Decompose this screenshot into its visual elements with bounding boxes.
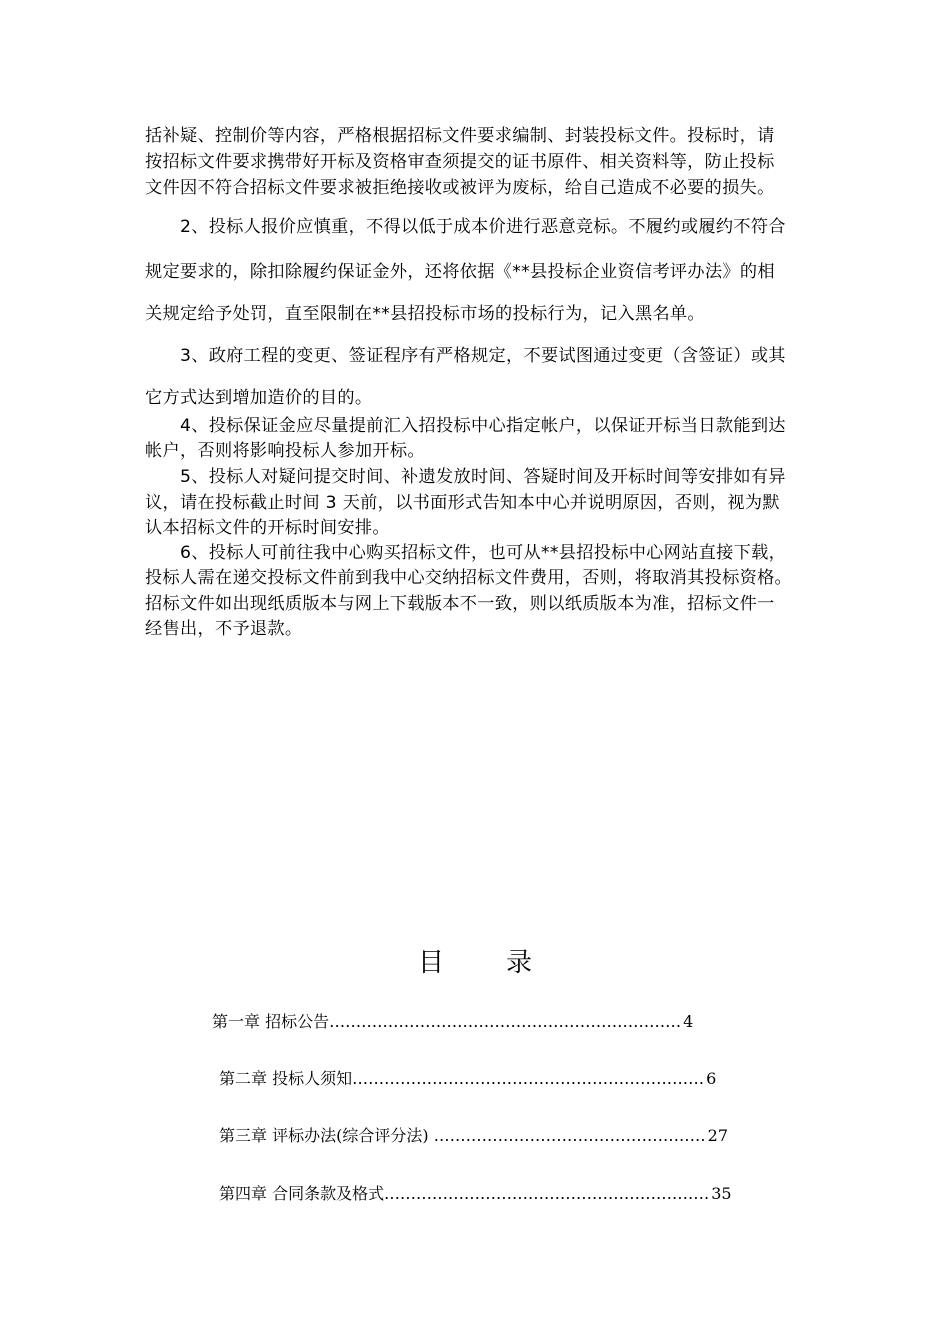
paragraph-line: 招标文件如出现纸质版本与网上下载版本不一致，则以纸质版本为准，招标文件一 [145,594,775,614]
paragraph-line: 规定要求的，除扣除履约保证金外，还将依据《**县投标企业资信考评办法》的相 [145,262,775,282]
toc-entry[interactable] [219,1125,728,1147]
paragraph-line: 帐户，否则将影响投标人参加开标。 [145,441,425,461]
toc-page-number: 35 [711,1184,732,1203]
paragraph-line: 议，请在投标截止时间 3 天前，以书面形式告知本中心并说明原因，否则，视为默 [145,493,780,513]
toc-title-char: 目 [417,948,444,978]
toc-page-number: 4 [683,1012,694,1031]
toc-entry-title: 第三章 评标办法(综合评分法) [219,1126,434,1145]
toc-page-number: 6 [706,1069,717,1088]
paragraph-line: 2、投标人报价应慎重，不得以低于成本价进行恶意竞标。不履约或履约不符合 [145,217,786,237]
toc-entry-title: 第四章 合同条款及格式. [219,1184,390,1203]
toc-entry[interactable] [219,1183,732,1205]
paragraph-line: 文件因不符合招标文件要求被拒绝接收或被评为废标，给自己造成不必要的损失。 [145,178,775,198]
toc-title-char: 录 [506,948,533,978]
paragraph-line: 关规定给予处罚，直至限制在**县招投标市场的投标行为，记入黑名单。 [145,304,705,324]
paragraph-line: 括补疑、控制价等内容，严格根据招标文件要求编制、封装投标文件。投标时，请 [145,126,775,146]
toc-leader: ………………………………………………………… [329,1012,682,1031]
toc-leader: …………………………………………… [433,1126,706,1145]
paragraph-line: 按招标文件要求携带好开标及资格审查须提交的证书原件、相关资料等，防止投标 [145,152,775,172]
toc-title [0,946,950,980]
paragraph-line: 4、投标保证金应尽量提前汇入招投标中心指定帐户，以保证开标当日款能到达 [145,416,786,436]
toc-page-number: 27 [707,1126,729,1145]
paragraph-line: 3、政府工程的变更、签证程序有严格规定，不要试图通过变更（含签证）或其 [145,346,786,366]
paragraph-line: 它方式达到增加造价的目的。 [145,388,373,408]
toc-entry-title: 第二章 投标人须知 [219,1069,353,1088]
paragraph-line: 6、投标人可前往我中心购买招标文件，也可从**县招投标中心网站直接下载， [145,543,787,563]
toc-leader: …………………………………………………… [389,1184,710,1203]
paragraph-line: 5、投标人对疑问提交时间、补遗发放时间、答疑时间及开标时间等安排如有异 [145,467,786,487]
toc-entry-title: 第一章 招标公告 [212,1012,330,1031]
paragraph-line: 经售出，不予退款。 [145,619,303,639]
paragraph-line: 认本招标文件的开标时间安排。 [145,518,390,538]
toc-entry[interactable] [219,1068,716,1090]
toc-leader: ………………………………………………………… [352,1069,705,1088]
toc-entry[interactable] [212,1011,693,1033]
paragraph-line: 投标人需在递交投标文件前到我中心交纳招标文件费用，否则，将取消其投标资格。 [145,568,793,588]
